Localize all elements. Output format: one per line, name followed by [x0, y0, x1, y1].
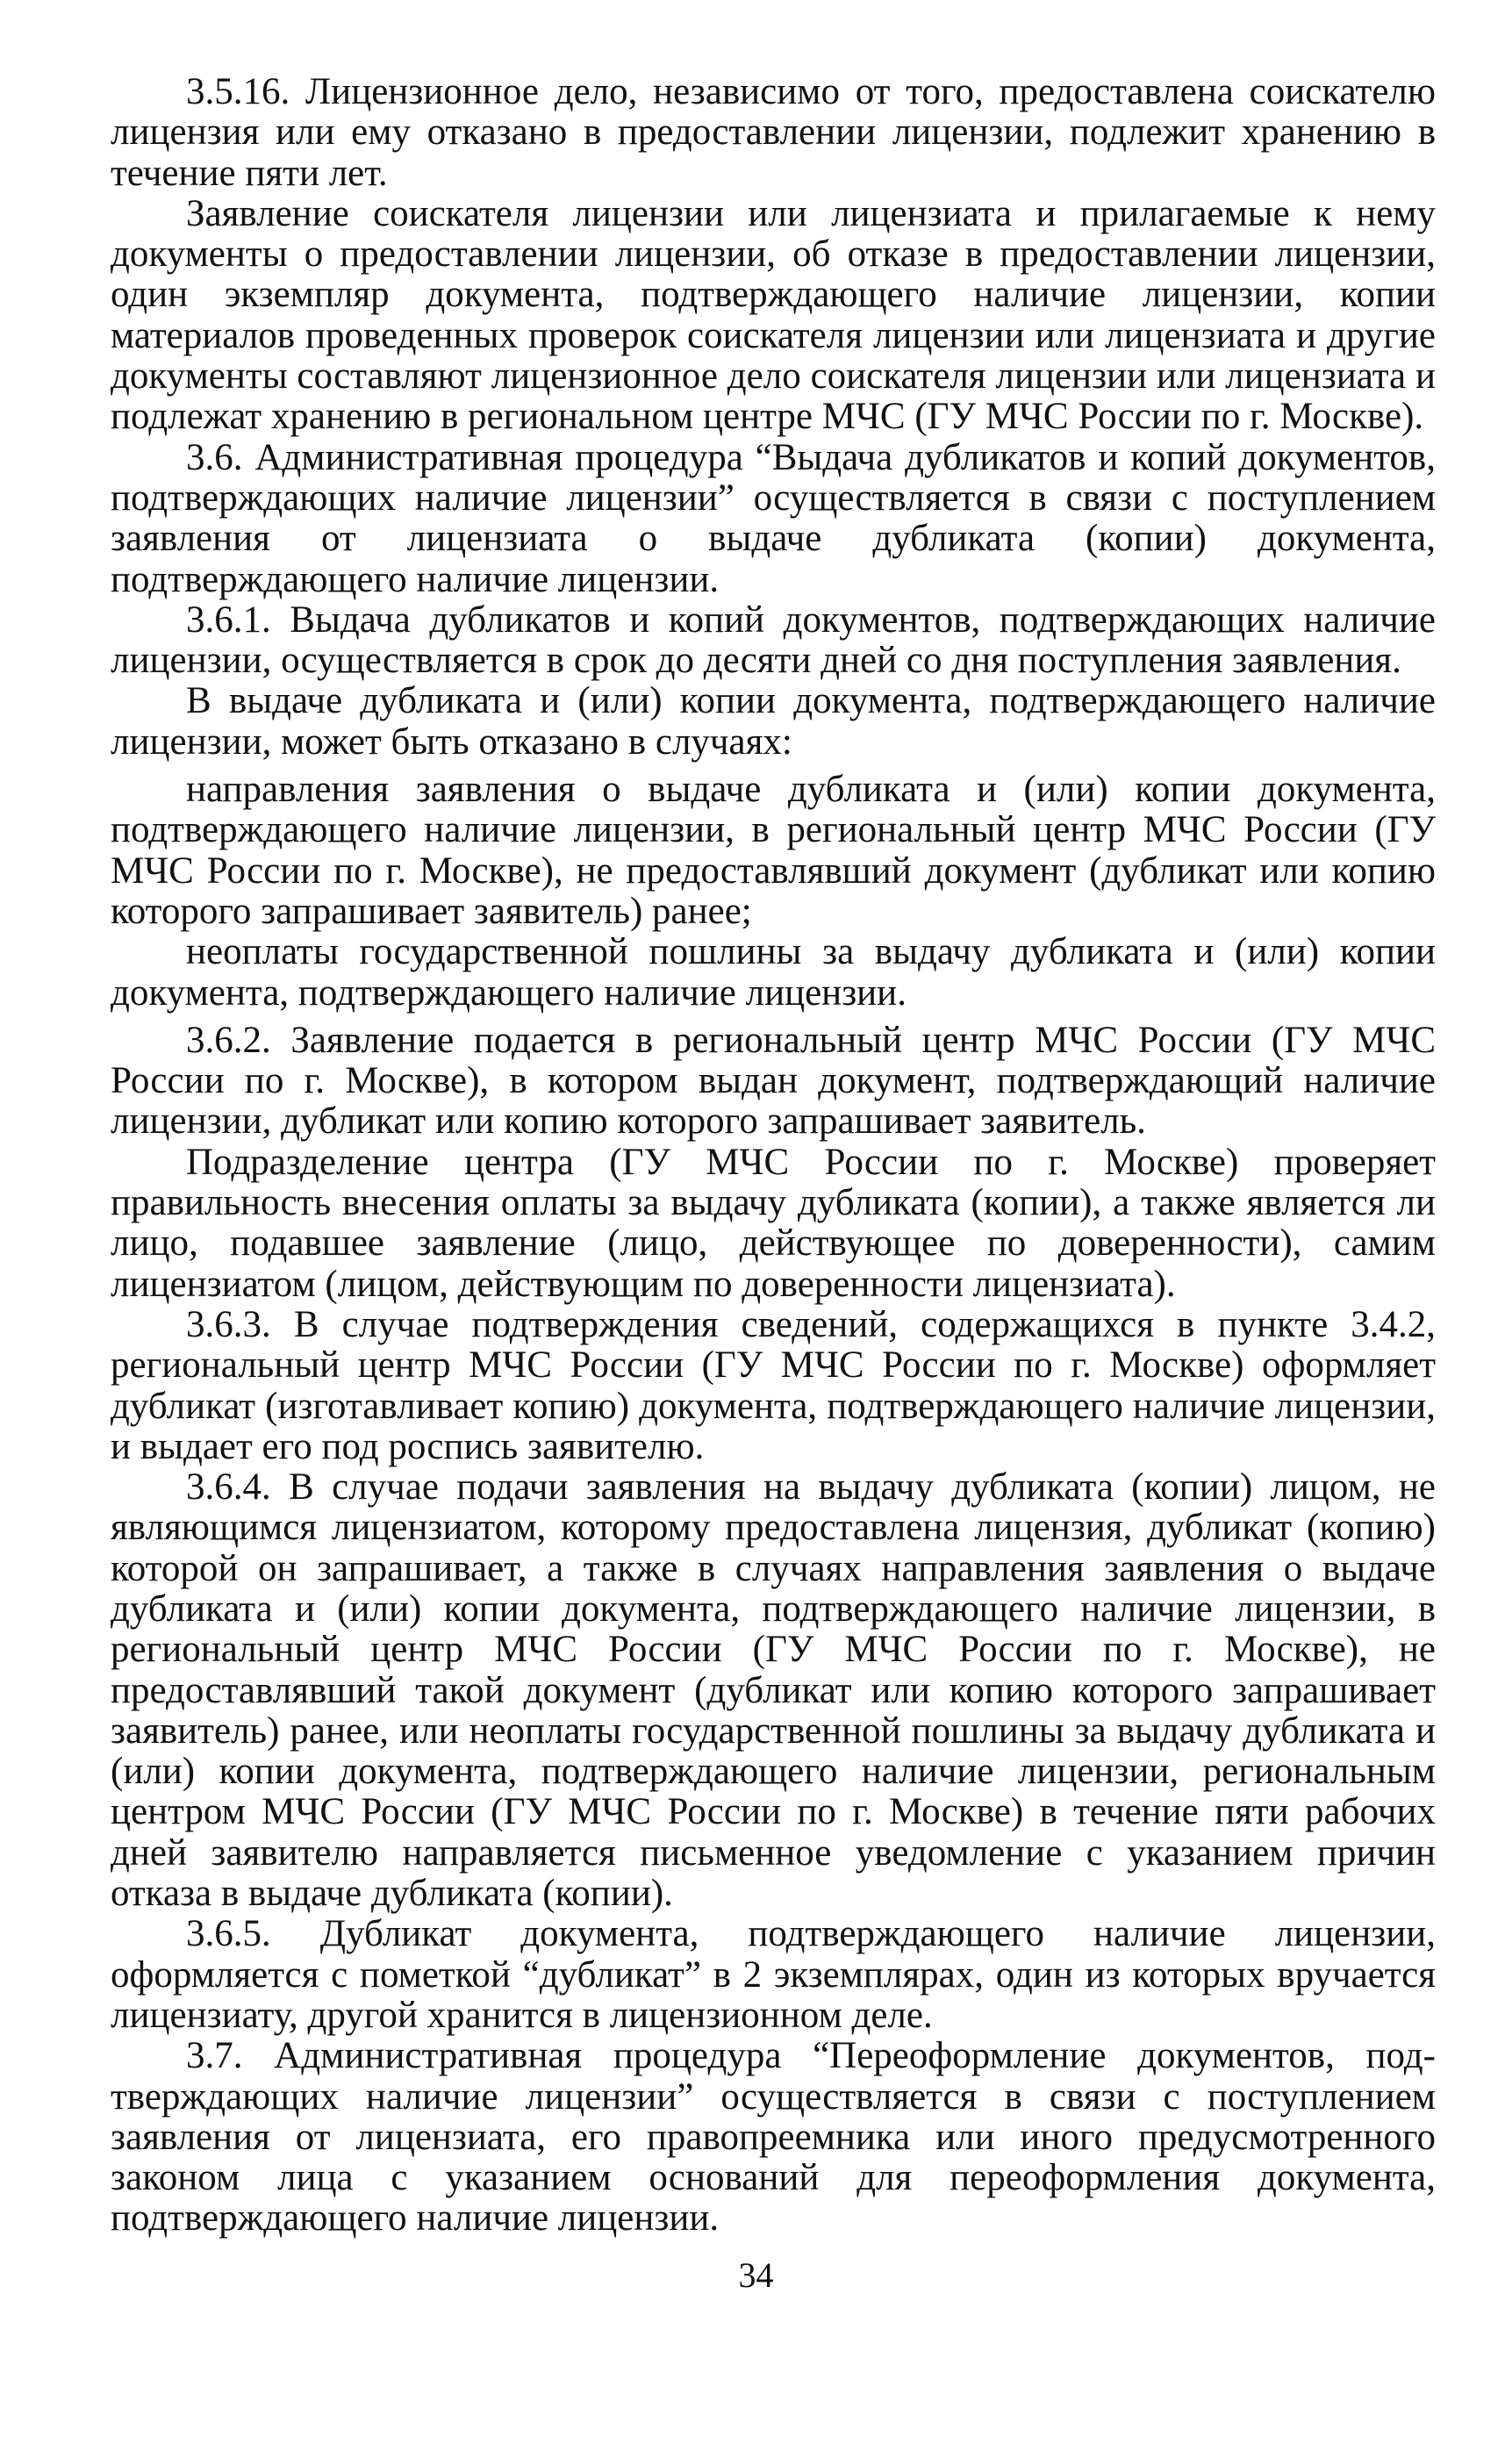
paragraph-3-6-2: 3.6.2. Заявление подается в региональный центр МЧС России (ГУ МЧС России по г. Москве), в котором выдан документ, подтверждающий наличие лицензии, дубликат или копию которого запрашивает заявитель.	[111, 1019, 1436, 1143]
paragraph-3-5-16: 3.5.16. Лицензионное дело, независимо от того, предоставлена соискателю лицензия или ему отказано в предоставлении лицензии, подлежит хранению в течение пяти лет.	[111, 71, 1436, 194]
paragraph-refusal-case-1: направления заявления о выдаче дубликата и (или) копии документа, подтверждающего наличие лицензии, в региональный центр МЧС России (ГУ МЧС России по г. Москве), не предоставлявший документ (дубликат или копию которого запрашивает заявитель) ранее;	[111, 769, 1436, 932]
paragraph-3-6-3: 3.6.3. В случае подтверждения сведений, содержащихся в пункте 3.4.2, региональный центр МЧС России (ГУ МЧС России по г. Москве) оформляет дубликат (изготавливает копию) документа, подтверждающего наличие лицензии, и выдает его под роспись заявителю.	[111, 1303, 1436, 1467]
paragraph-license-file-contents: Заявление соискателя лицензии или лицензиата и прилагаемые к нему документы о предоставлении лицензии, об отказе в предоставлении лицензии, один экземпляр документа, подтверждающего наличие лицензии, копии материалов проведенных проверок соискателя лицензии или лицензиата и другие документы составляют лицензионное дело соискателя лицензии или лицензиата и подлежат хранению в региональном центре МЧС (ГУ МЧС России по г. Москве).	[111, 192, 1436, 438]
document-page	[111, 72, 1436, 2240]
paragraph-refusal-cases: В выдаче дубликата и (или) копии документа, подтверждающего наличие лицензии, может быть отказано в случаях:	[111, 680, 1436, 763]
paragraph-3-7: 3.7. Административная процедура “Переоформление документов, подтверждающих наличие лицензии” осуществляется в связи с поступлением заявления от лицензиата, его правопреемника или иного предусмотренного законом лица с указанием оснований для переоформления документа, подтверждающего наличие лицензии.	[111, 2035, 1436, 2240]
paragraph-refusal-case-2: неоплаты государственной пошлины за выдачу дубликата и (или) копии документа, подтверждающего наличие лицензии.	[111, 931, 1436, 1014]
paragraph-3-6-4: 3.6.4. В случае подачи заявления на выдачу дубликата (копии) лицом, не являющимся лицензиатом, которому предоставлена лицензия, дубликат (копию) которой он запрашивает, а также в случаях направления заявления о выдаче дубликата и (или) копии документа, подтверждающего наличие лицензии, в региональный центр МЧС России (ГУ МЧС России по г. Москве), не предоставлявший такой документ (дубликат или копию которого запрашивает заявитель) ранее, или неоплаты государственной пошлины за выдачу дубликата и (или) копии документа, подтверждающего наличие лицензии, региональным центром МЧС России (ГУ МЧС России по г. Москве) в течение пяти рабочих дней заявителю направляется письменное уведомление с указанием причин отказа в выдаче дубликата (копии).	[111, 1466, 1436, 1915]
paragraph-3-6-1: 3.6.1. Выдача дубликатов и копий документов, подтверждающих наличие лицензии, осуществляется в срок до десяти дней со дня поступления заявления.	[111, 598, 1436, 682]
paragraph-3-6-5: 3.6.5. Дубликат документа, подтверждающего наличие лицензии, оформляется с пометкой “дубликат” в 2 экземплярах, один из которых вручается лицензиату, другой хранится в лицензионном деле.	[111, 1913, 1436, 2036]
paragraph-subdivision-check: Подразделение центра (ГУ МЧС России по г. Москве) проверяет правильность внесения оплаты за выдачу дубликата (копии), а также является ли лицо, подавшее заявление (лицо, действующее по доверенности), самим лицензиатом (лицом, действующим по доверенности лицензиата).	[111, 1141, 1436, 1305]
paragraph-3-6: 3.6. Административная процедура “Выдача дубликатов и копий документов, подтверждающих наличие лицензии” осуществляется в связи с поступлением заявления от лицензиата о выдаче дубликата (копии) документа, подтверждающего наличие лицензии.	[111, 436, 1436, 600]
page-number: 34	[738, 2255, 774, 2295]
